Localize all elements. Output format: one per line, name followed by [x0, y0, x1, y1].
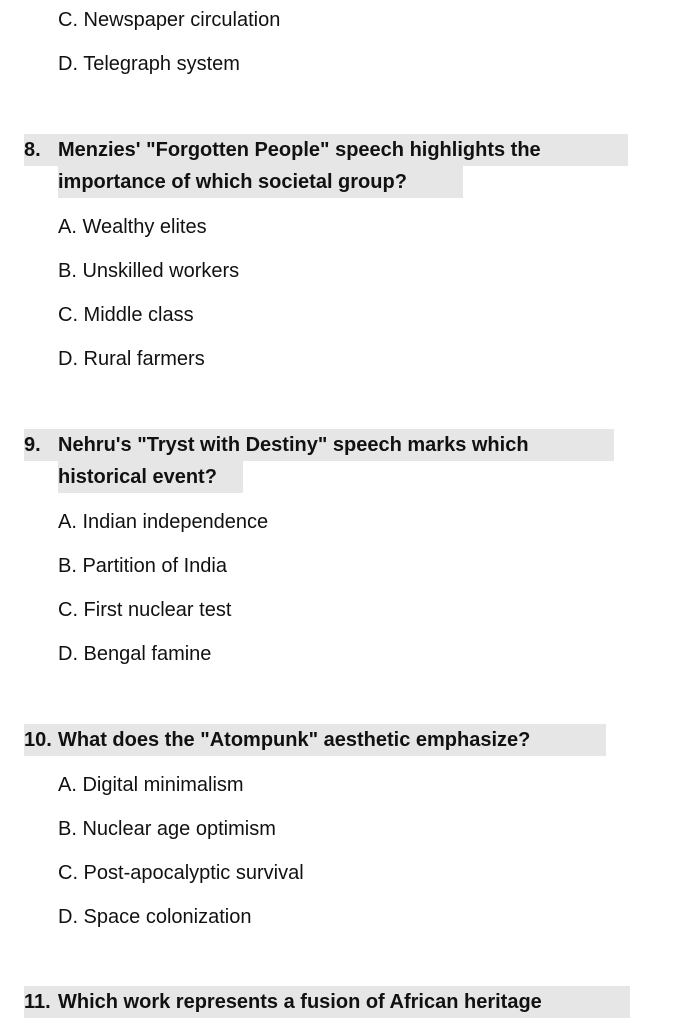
option-b: B. Nuclear age optimism [58, 818, 276, 840]
option-c: C. Post-apocalyptic survival [58, 862, 304, 884]
option-d: D. Telegraph system [58, 53, 240, 75]
question-text-line: Menzies' "Forgotten People" speech highlights the [58, 139, 541, 161]
option-c: C. Middle class [58, 304, 194, 326]
question-number: 10. [24, 729, 52, 751]
question-number: 8. [24, 139, 41, 161]
option-a: A. Digital minimalism [58, 774, 244, 796]
option-a: A. Wealthy elites [58, 216, 207, 238]
question-text-line: importance of which societal group? [58, 171, 407, 193]
option-c: C. First nuclear test [58, 599, 232, 621]
question-text-line: historical event? [58, 466, 217, 488]
option-b: B. Unskilled workers [58, 260, 240, 282]
question-number: 11. [24, 991, 51, 1013]
option-d: D. Rural farmers [58, 348, 205, 370]
option-c: C. Newspaper circulation [58, 9, 281, 31]
option-b: B. Partition of India [58, 555, 227, 577]
option-a: A. Indian independence [58, 511, 269, 533]
question-number: 9. [24, 434, 41, 456]
option-d: D. Space colonization [58, 906, 252, 928]
question-text-line: Nehru's "Tryst with Destiny" speech marks which [58, 434, 529, 456]
question-text-line: What does the "Atompunk" aesthetic emphasize? [58, 729, 531, 751]
question-text-line: Which work represents a fusion of African heritage [58, 991, 542, 1013]
option-d: D. Bengal famine [58, 643, 212, 665]
